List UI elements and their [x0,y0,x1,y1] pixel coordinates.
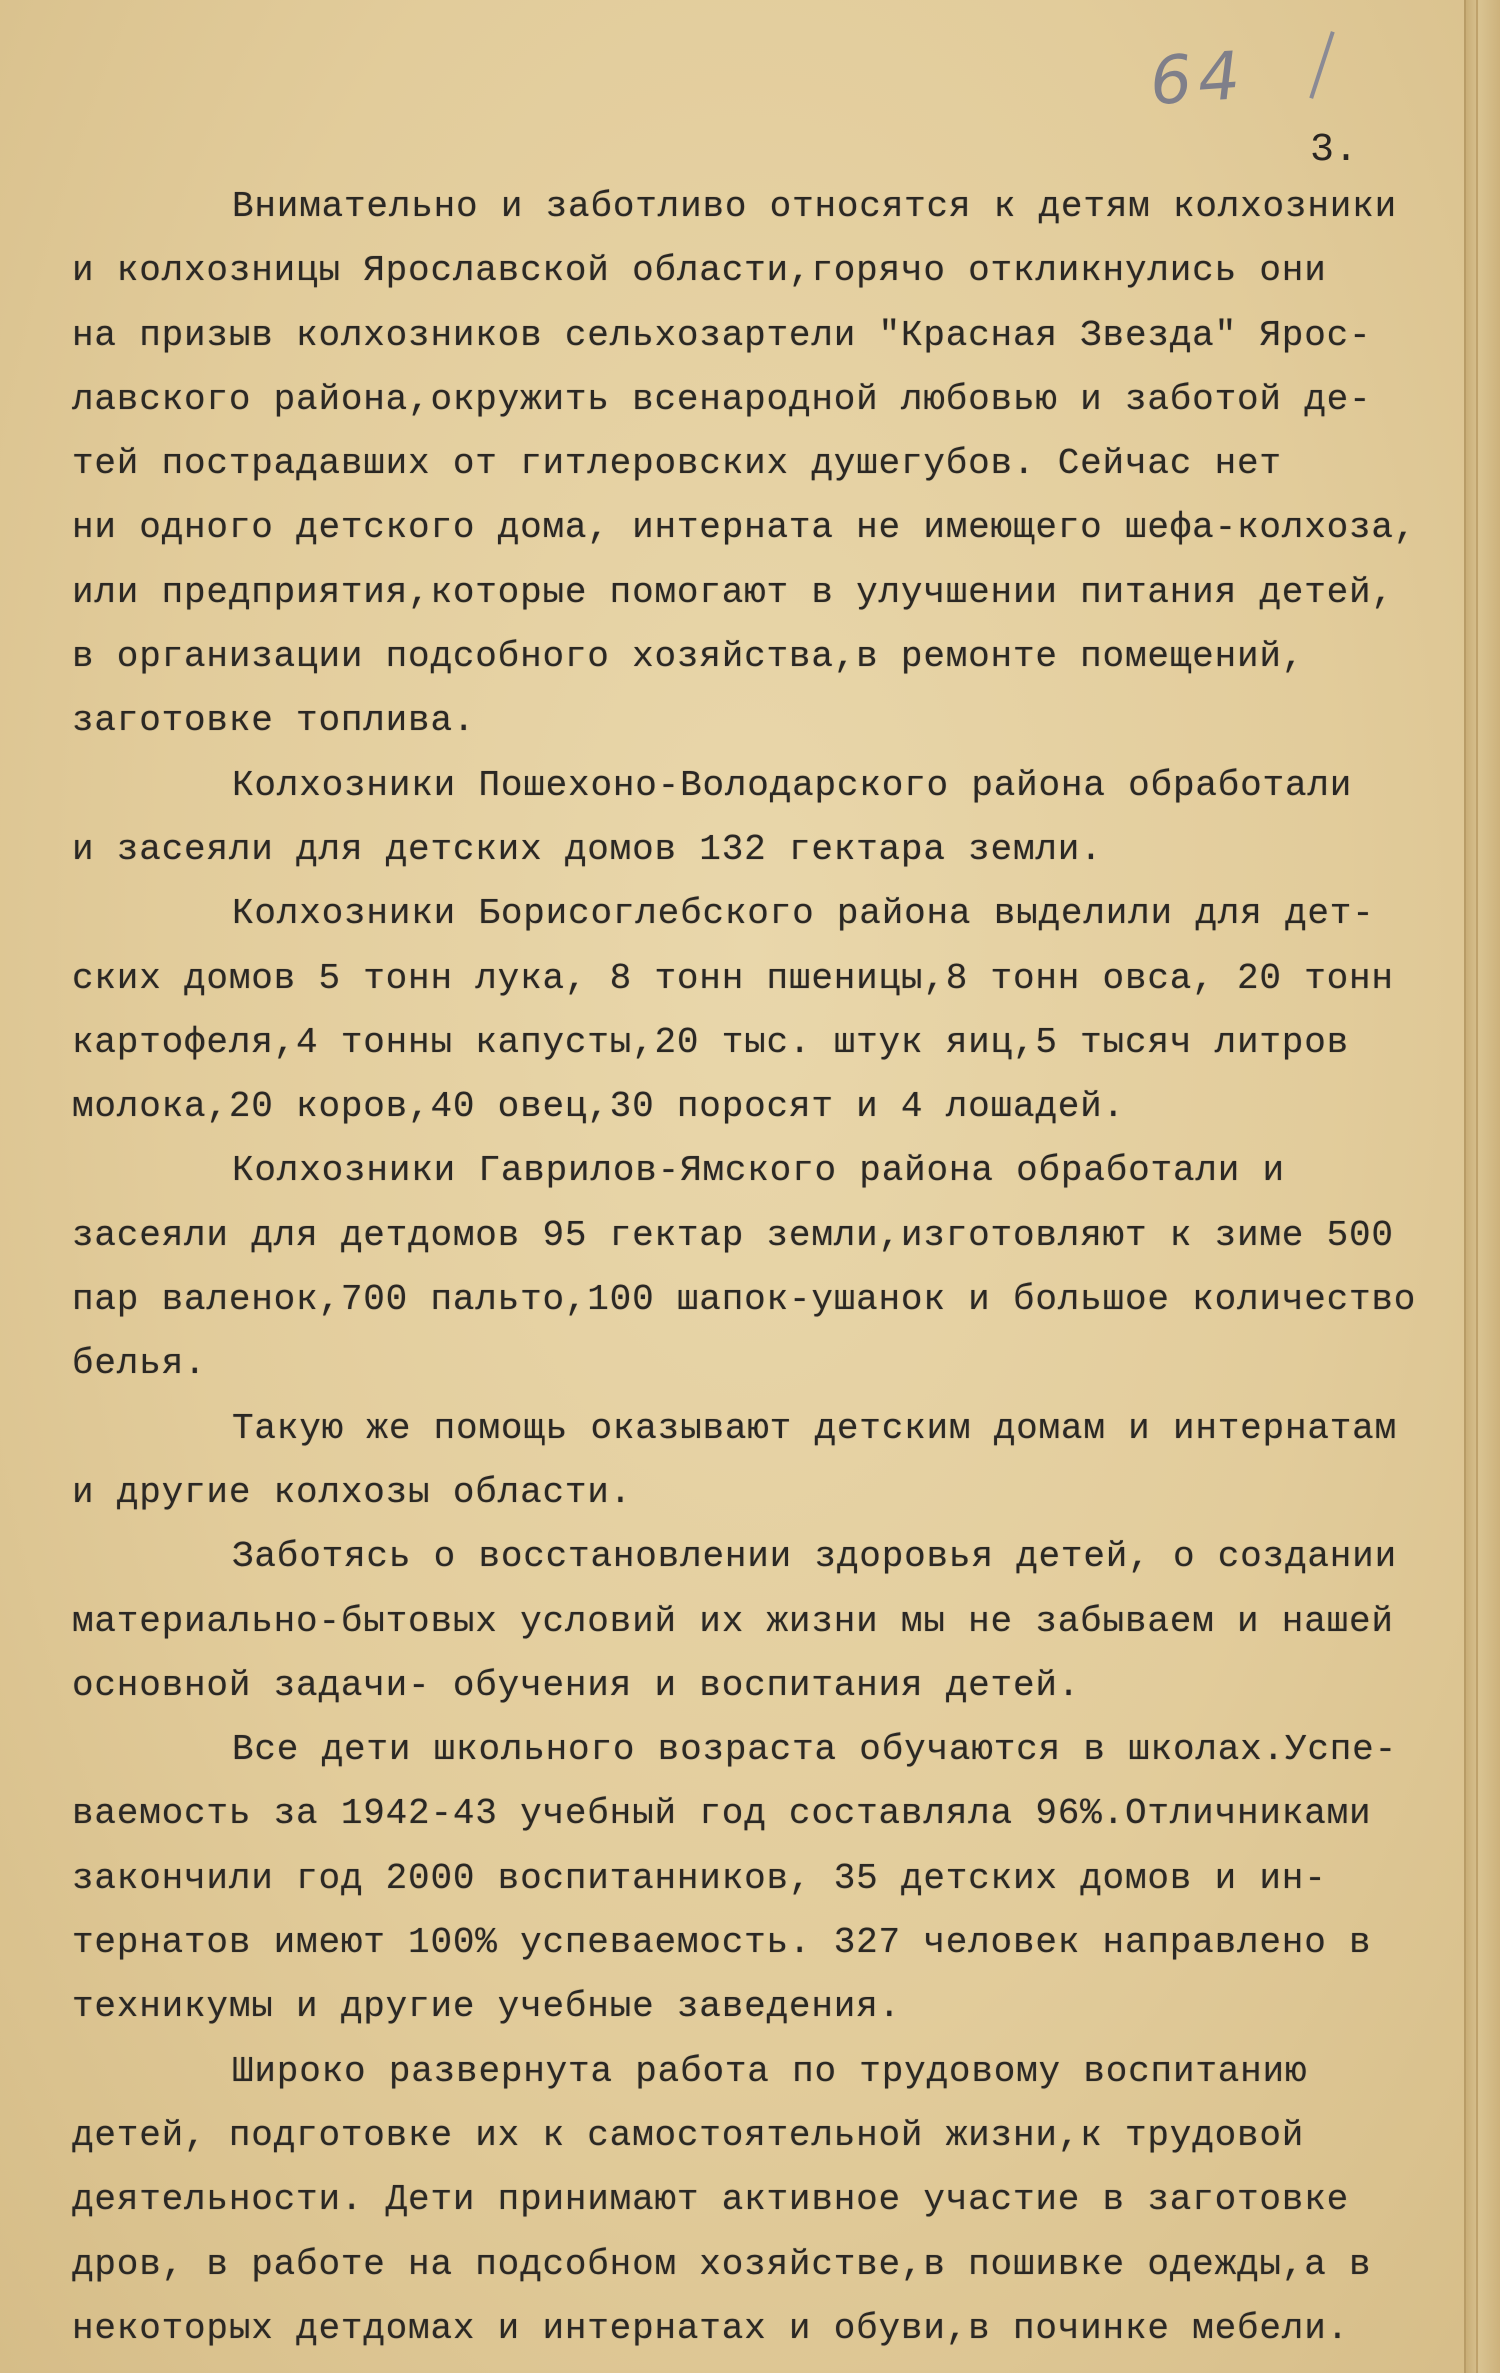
text-line: ваемость за 1942-43 учебный год составляла 96%.Отличниками [72,1793,1372,1835]
text-line: картофеля,4 тонны капусты,20 тыс. штук яиц,5 тысяч литров [72,1021,1349,1063]
text-line: основной задачи- обучения и воспитания детей. [72,1664,1081,1706]
text-line: материально-бытовых условий их жизни мы не забываем и нашей [72,1600,1394,1642]
text-line: и колхозницы Ярославской области,горячо откликнулись они [72,250,1327,292]
text-line: техникумы и другие учебные заведения. [72,1986,901,2028]
page-edge [1464,0,1500,2373]
document-body [72,175,1462,2361]
text-line: и другие колхозы области. [72,1471,633,1513]
text-line: тернатов имеют 100% успеваемость. 327 человек направлено в [72,1922,1372,1964]
text-line: на призыв колхозников сельхозартели "Красная Звезда" Ярос- [72,314,1372,356]
text-line: заготовке топлива. [72,700,476,742]
text-line: ни одного детского дома, интерната не имеющего шефа-колхоза, [72,507,1417,549]
text-line: ских домов 5 тонн лука, 8 тонн пшеницы,8 тонн овса, 20 тонн [72,957,1394,999]
text-line: закончили год 2000 воспитанников, 35 детских домов и ин- [72,1857,1327,1899]
page-number: 3. [1310,128,1359,173]
text-line: детей, подготовке их к самостоятельной жизни,к трудовой [72,2114,1305,2156]
text-line: тей пострадавших от гитлеровских душегубов. Сейчас нет [72,443,1282,485]
text-line: Внимательно и заботливо относятся к детям колхозники [232,186,1397,227]
text-line: Такую же помощь оказывают детским домам и интернатам [232,1407,1397,1449]
text-line: дров, в работе на подсобном хозяйстве,в пошивке одежды,а в [72,2243,1372,2285]
text-line: Широко развернута работа по трудовому воспитанию [232,2050,1308,2092]
text-line: Колхозники Борисоглебского района выделили для дет- [232,893,1375,935]
text-line: засеяли для детдомов 95 гектар земли,изготовляют к зиме 500 [72,1214,1394,1256]
archive-folio-number: 64 [1147,36,1249,121]
text-line: Колхозники Гаврилов-Ямского района обработали и [232,1150,1285,1192]
text-line: и засеяли для детских домов 132 гектара земли. [72,828,1103,870]
text-line: молока,20 коров,40 овец,30 поросят и 4 лошадей. [72,1086,1125,1128]
text-line: Все дети школьного возраста обучаются в школах.Успе- [232,1729,1397,1771]
text-line: лавского района,окружить всенародной любовью и заботой де- [72,378,1372,420]
text-line: в организации подсобного хозяйства,в ремонте помещений, [72,636,1305,678]
text-line: деятельности. Дети принимают активное участие в заготовке [72,2179,1349,2221]
text-line: белья. [72,1343,207,1385]
text-line: Заботясь о восстановлении здоровья детей, о создании [232,1536,1397,1578]
archive-mark [1309,31,1334,99]
text-line: пар валенок,700 пальто,100 шапок-ушанок и большое количество [72,1279,1417,1321]
text-line: некоторых детдомах и интернатах и обуви,в починке мебели. [72,2307,1349,2349]
text-line: или предприятия,которые помогают в улучшении питания детей, [72,571,1394,613]
text-line: Колхозники Пошехоно-Володарского района обработали [232,764,1353,806]
